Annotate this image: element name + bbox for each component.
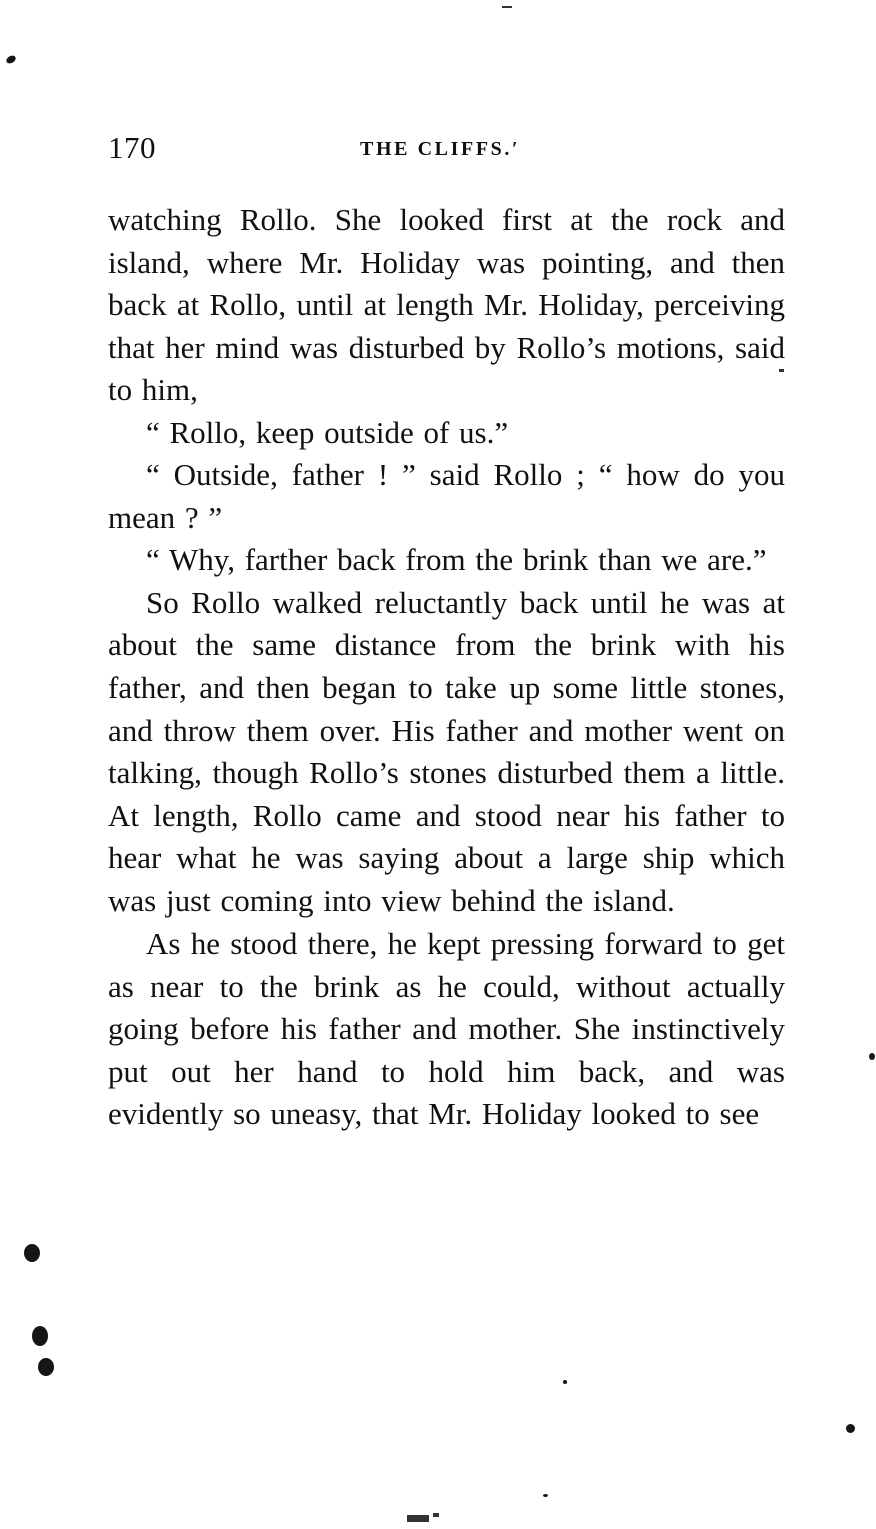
scan-mark bbox=[502, 6, 512, 8]
running-title: THE CLIFFS.′ bbox=[360, 138, 521, 160]
page-number: 170 bbox=[108, 130, 156, 165]
ink-speck bbox=[32, 1326, 48, 1346]
paragraph: So Rollo walked reluctantly back until he was at about the same distance from the brink with his father, and then began to take up some little stones, and throw them over. His father and mother went on talking, though Rollo’s stones disturbed them a little. At length, Rollo came and stood near his father to hear what he was saying about a large ship which was just coming into view behind the island. bbox=[108, 584, 785, 918]
ink-speck bbox=[869, 1053, 875, 1060]
scan-mark bbox=[433, 1513, 439, 1517]
scan-mark bbox=[407, 1515, 429, 1522]
body-text bbox=[108, 199, 785, 1136]
paragraph-dialogue: “ Why, farther back from the brink than we are.” bbox=[146, 542, 767, 578]
ink-speck bbox=[543, 1494, 548, 1497]
ink-speck bbox=[563, 1380, 567, 1384]
paragraph: As he stood there, he kept pressing forward to get as near to the brink as he could, without actually going before his father and mother. She instinctively put out her hand to hold him back, and was evidently so uneasy, that Mr. Holiday looked to see bbox=[108, 926, 785, 1132]
ink-speck bbox=[38, 1358, 54, 1376]
ink-speck bbox=[846, 1424, 855, 1433]
scan-mark bbox=[779, 369, 784, 372]
ink-speck bbox=[5, 54, 17, 65]
paragraph-dialogue: “ Rollo, keep outside of us.” bbox=[146, 414, 509, 450]
paragraph-dialogue: “ Outside, father ! ” said Rollo ; “ how do you mean ? ” bbox=[108, 457, 785, 535]
running-header bbox=[108, 128, 785, 172]
ink-speck bbox=[24, 1244, 40, 1262]
paragraph-continuation: watching Rollo. She looked first at the rock and island, where Mr. Holiday was pointing, and then back at Rollo, until at length Mr. Holiday, perceiving that her mind was disturbed by Rollo’s motions, said to him, bbox=[108, 202, 785, 408]
